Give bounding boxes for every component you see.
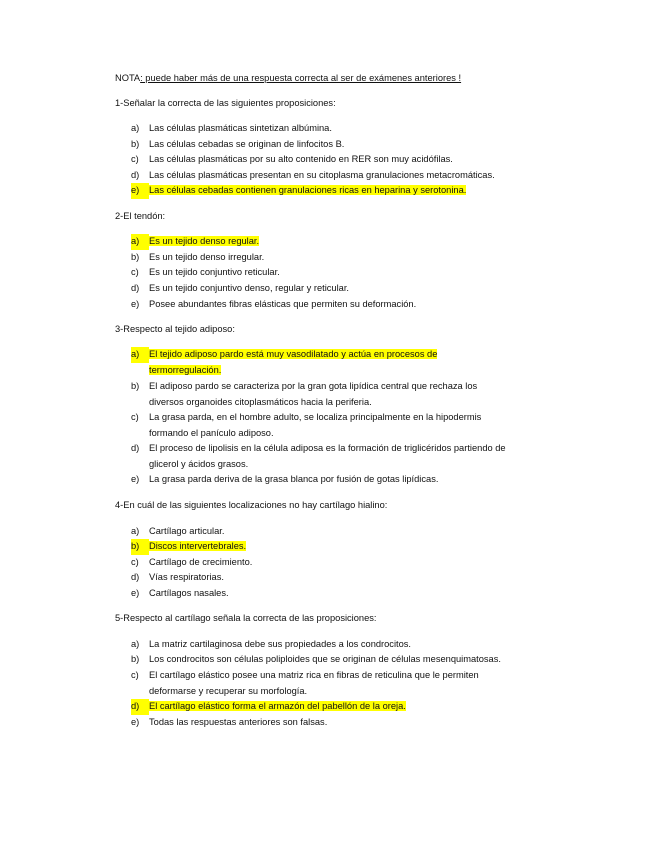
option-text: El cartílago elástico forma el armazón del pabellón de la oreja. (149, 701, 406, 711)
q2-option-e (131, 297, 551, 313)
option-text-line-2: termorregulación. (149, 364, 222, 375)
q5-option-b (131, 652, 551, 668)
q3-option-e (131, 472, 551, 488)
option-text-line-1: El cartílago elástico posee una matriz rica en fibras de reticulina que le permiten (149, 670, 479, 680)
option-text: Cartílago articular. (149, 526, 225, 536)
option-text: Las células plasmáticas sintetizan albúmina. (149, 123, 332, 133)
q5-option-a (131, 637, 551, 653)
question-3-title: 3-Respecto al tejido adiposo: (115, 324, 235, 334)
q5-option-c (131, 668, 551, 699)
option-letter: e) (131, 299, 140, 309)
option-text: Posee abundantes fibras elásticas que permiten su deformación. (149, 299, 417, 309)
q2-option-a-highlighted (131, 234, 551, 250)
q4-option-e (131, 586, 551, 602)
option-text: Las células plasmáticas por su alto contenido en RER son muy acidófilas. (149, 154, 453, 164)
option-text-line-2: glicerol y ácidos grasos. (149, 458, 249, 469)
option-text: Las células plasmáticas presentan en su citoplasma granulaciones metacromáticas. (149, 170, 495, 180)
option-letter: e) (131, 717, 140, 727)
question-1-title: 1-Señalar la correcta de las siguientes proposiciones: (115, 98, 336, 108)
option-text: Es un tejido conjuntivo denso, regular y reticular. (149, 283, 349, 293)
option-letter: c) (131, 412, 139, 422)
option-text: Discos intervertebrales. (149, 541, 247, 551)
q4-option-d (131, 570, 551, 586)
option-letter: d) (131, 170, 140, 180)
option-letter: d) (131, 572, 140, 582)
option-text: Cartílago de crecimiento. (149, 557, 253, 567)
option-text: Todas las respuestas anteriores son falsas. (149, 717, 328, 727)
q1-option-d (131, 168, 551, 184)
option-text: Cartílagos nasales. (149, 588, 229, 598)
option-letter: c) (131, 670, 139, 680)
q1-option-e-highlighted (131, 183, 551, 199)
option-text-line-2: deformarse y recuperar su morfología. (149, 685, 308, 696)
option-letter: d) (131, 283, 140, 293)
q4-option-b-highlighted (131, 539, 551, 555)
option-text: La grasa parda deriva de la grasa blanca por fusión de gotas lipídicas. (149, 474, 439, 484)
option-letter: a) (131, 347, 149, 363)
option-letter: b) (131, 654, 140, 664)
option-text-line-2: formando el panículo adiposo. (149, 427, 274, 438)
option-text-line-1: El proceso de lipolisis en la célula adiposa es la formación de triglicéridos partiendo de (149, 443, 506, 453)
question-4-title: 4-En cuál de las siguientes localizaciones no hay cartílago hialino: (115, 500, 388, 510)
option-letter: b) (131, 252, 140, 262)
note-text: : puede haber más de una respuesta correcta al ser de exámenes anteriores ! (140, 73, 462, 83)
option-text: Es un tejido denso regular. (149, 236, 260, 246)
q4-option-c (131, 555, 551, 571)
option-text: La matriz cartilaginosa debe sus propiedades a los condrocitos. (149, 639, 412, 649)
q2-option-d (131, 281, 551, 297)
option-letter: a) (131, 639, 140, 649)
q4-option-a (131, 524, 551, 540)
option-text: Es un tejido conjuntivo reticular. (149, 267, 280, 277)
option-letter: e) (131, 474, 140, 484)
q2-option-c (131, 265, 551, 281)
option-letter: d) (131, 699, 149, 715)
option-letter: c) (131, 267, 139, 277)
q5-option-e (131, 715, 551, 731)
option-text-line-1: La grasa parda, en el hombre adulto, se localiza principalmente en la hipodermis (149, 412, 482, 422)
q3-option-a-highlighted (131, 347, 551, 378)
q3-option-b (131, 379, 551, 410)
option-text: Las células cebadas contienen granulaciones ricas en heparina y serotonina. (149, 185, 467, 195)
q2-option-b (131, 250, 551, 266)
note-prefix: NOTA (115, 73, 141, 83)
option-text-line-1: El adiposo pardo se caracteriza por la gran gota lipídica central que rechaza los (149, 381, 478, 391)
q5-option-d-highlighted (131, 699, 551, 715)
option-letter: e) (131, 183, 149, 199)
option-text-line-2: diversos organoides citoplasmáticos hacia la periferia. (149, 396, 372, 407)
option-letter: a) (131, 526, 140, 536)
option-letter: b) (131, 381, 140, 391)
q1-option-c (131, 152, 551, 168)
option-letter: b) (131, 139, 140, 149)
option-letter: d) (131, 443, 140, 453)
q3-option-c (131, 410, 551, 441)
q1-option-b (131, 137, 551, 153)
question-5-title: 5-Respecto al cartílago señala la correcta de las proposiciones: (115, 613, 377, 623)
option-letter: a) (131, 234, 149, 250)
option-text: Las células cebadas se originan de linfocitos B. (149, 139, 345, 149)
option-letter: b) (131, 539, 149, 555)
question-2-title: 2-El tendón: (115, 211, 166, 221)
option-letter: c) (131, 154, 139, 164)
option-text-line-1: El tejido adiposo pardo está muy vasodilatado y actúa en procesos de (149, 349, 438, 359)
option-letter: c) (131, 557, 139, 567)
option-letter: e) (131, 588, 140, 598)
option-text: Es un tejido denso irregular. (149, 252, 265, 262)
q3-option-d (131, 441, 551, 472)
option-text: Vías respiratorias. (149, 572, 224, 582)
option-letter: a) (131, 123, 140, 133)
option-text: Los condrocitos son células poliploides que se originan de células mesenquimatosas. (149, 654, 501, 664)
exam-note (115, 73, 461, 83)
q1-option-a (131, 121, 551, 137)
